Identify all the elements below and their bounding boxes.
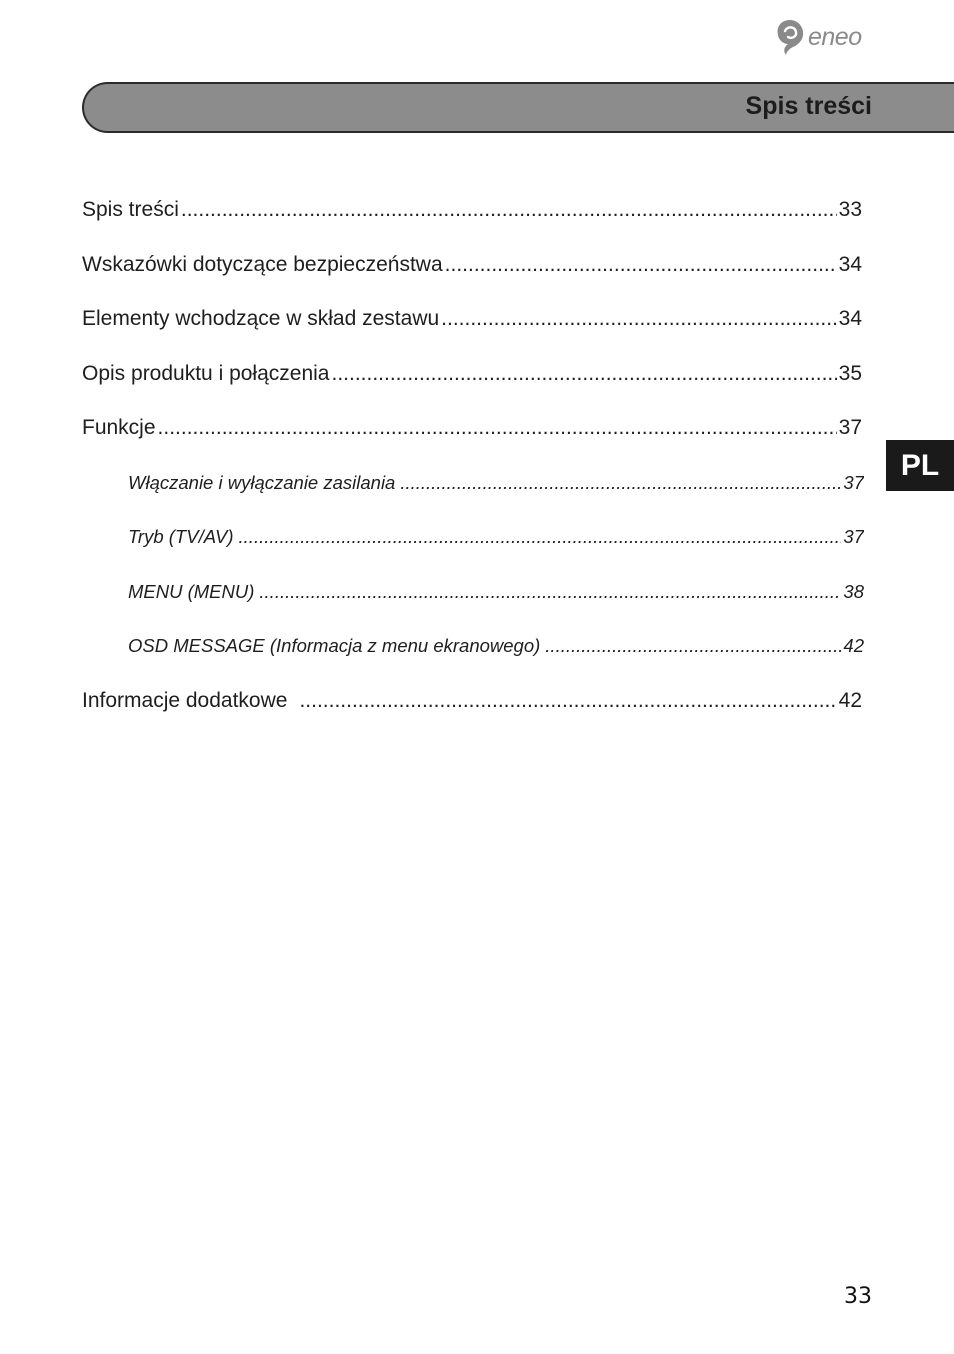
toc-subentry[interactable] <box>82 521 864 576</box>
toc-subentry-page: 42 <box>843 635 864 656</box>
dot-leader <box>441 303 836 335</box>
toc-subentry-page: 37 <box>843 471 864 493</box>
dot-leader <box>158 412 837 444</box>
page-number: 33 <box>844 1284 872 1309</box>
dot-leader <box>181 194 837 226</box>
toc-subentry[interactable] <box>82 576 864 631</box>
toc-subentry-page: 38 <box>843 580 864 602</box>
brand-logo <box>774 16 884 58</box>
toc-subentry-label: OSD MESSAGE (Informacja z menu ekranowego) <box>128 635 541 656</box>
toc-entry-label: Informacje dodatkowe <box>82 688 288 712</box>
toc-entry-page: 35 <box>838 361 862 385</box>
toc-entry-page: 34 <box>838 307 862 330</box>
dot-leader <box>239 521 842 553</box>
toc-entry[interactable] <box>82 194 862 249</box>
table-of-contents <box>82 194 862 739</box>
toc-entry[interactable] <box>82 358 862 413</box>
toc-entry-page: 42 <box>838 688 862 712</box>
toc-subentry-label: Włączanie i wyłączanie zasilania <box>128 471 396 493</box>
dot-leader <box>400 467 841 499</box>
toc-entry-label: Funkcje <box>82 416 156 439</box>
logo-text: eneo <box>808 22 862 51</box>
eneo-swirl-icon <box>774 17 806 57</box>
dot-leader <box>299 685 836 717</box>
toc-entry-page: 37 <box>838 416 862 439</box>
dot-leader <box>445 249 837 281</box>
page-title: Spis treści <box>745 92 872 120</box>
dot-leader <box>331 358 836 390</box>
toc-subentry-label: MENU (MENU) <box>128 580 255 602</box>
toc-entry-label: Opis produktu i połączenia <box>82 361 330 385</box>
toc-subentry-page: 37 <box>843 526 864 547</box>
toc-entry-label: Elementy wchodzące w skład zestawu <box>82 307 440 330</box>
dot-leader <box>545 630 841 662</box>
toc-entry-label: Spis treści <box>82 198 179 221</box>
toc-subentry-label: Tryb (TV/AV) <box>128 526 234 547</box>
toc-entry-label: Wskazówki dotyczące bezpieczeństwa <box>82 252 443 276</box>
toc-entry-page: 33 <box>838 198 862 221</box>
toc-entry-page: 34 <box>838 252 862 276</box>
language-tab: PL <box>886 440 954 491</box>
toc-entry[interactable] <box>82 685 862 740</box>
dot-leader <box>259 576 841 608</box>
toc-entry[interactable] <box>82 249 862 304</box>
toc-entry[interactable] <box>82 412 862 467</box>
toc-subentry[interactable] <box>82 467 864 522</box>
toc-entry[interactable] <box>82 303 862 358</box>
toc-subentry[interactable] <box>82 630 864 685</box>
